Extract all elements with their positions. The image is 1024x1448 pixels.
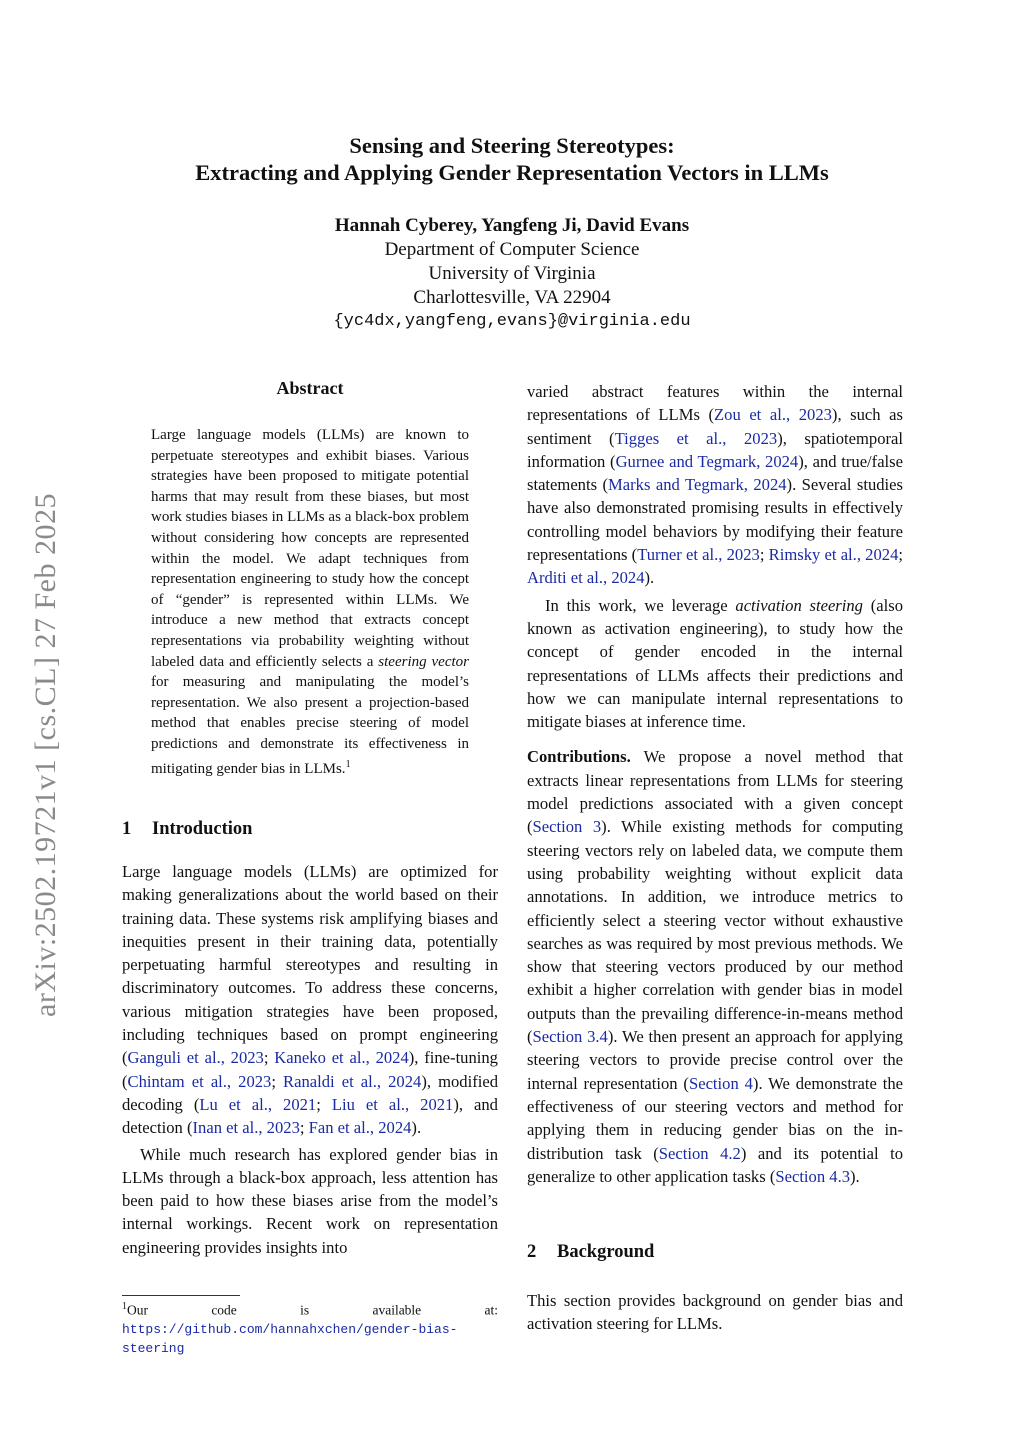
- affiliation-university: University of Virginia: [428, 263, 596, 284]
- citation-marks[interactable]: Marks and Tegmark, 2024: [608, 475, 787, 495]
- footnote-marker[interactable]: 1: [345, 758, 351, 770]
- ref-section-4-2[interactable]: Section 4.2: [658, 1143, 741, 1163]
- citation-rimsky[interactable]: Rimsky et al., 2024: [768, 545, 899, 565]
- ref-section-3[interactable]: Section 3: [532, 817, 602, 837]
- body-text: ). We demonstrate the effectiveness of our steering vectors and method for applying them in reducing gender bias on the in-distribution task (: [527, 1073, 904, 1163]
- intro-body: [122, 860, 498, 1259]
- body-text: In this work, we leverage: [545, 595, 736, 615]
- arxiv-identifier: [6, 460, 86, 1050]
- footnote-number: 1: [122, 1301, 127, 1312]
- title-line-2: Extracting and Applying Gender Representation Vectors in LLMs: [195, 160, 829, 185]
- intro-text: Large language models (LLMs) are optimized for making generalizations about the world based on their training data. These systems risk amplifying biases and inequities present in their training data, potentially perpetuating harmful stereotypes and resulting in discriminatory outcomes. To address these concerns, various mitigation strategies have been proposed, including techniques based on prompt engineering (: [122, 862, 498, 1068]
- citation-kaneko[interactable]: Kaneko et al., 2024: [274, 1048, 409, 1068]
- intro-paragraph-2: While much research has explored gender bias in LLMs through a black-box approach, less attention has been paid to how these biases arise from the model’s internal workings. Recent work on representation engineering provides insights into: [122, 1144, 498, 1257]
- citation-lu[interactable]: Lu et al., 2021: [199, 1094, 317, 1114]
- intro-text: ), modified decoding (: [122, 1071, 498, 1114]
- body-text: ) and its potential to generalize to other application tasks (: [527, 1143, 903, 1186]
- footnote-link[interactable]: https://github.com/hannahxchen/gender-bias-steering: [122, 1321, 458, 1356]
- intro-text: ).: [411, 1118, 422, 1138]
- footnote-rule: [122, 1295, 240, 1296]
- citation-zou[interactable]: Zou et al., 2023: [714, 405, 832, 425]
- section-heading-background: [527, 1242, 654, 1263]
- section-title: Background: [557, 1242, 655, 1262]
- arxiv-id-text: arXiv:2502.19721v1 [cs.CL] 27 Feb 2025: [29, 493, 63, 1017]
- body-text: (also known as activation engineering), to study how the concept of gender encoded in the internal representations of LLMs affects their predictions and how we can manipulate internal representations to mitigate biases at inference time.: [527, 595, 904, 732]
- footnote: [122, 1298, 498, 1358]
- citation-arditi[interactable]: Arditi et al., 2024: [527, 568, 645, 588]
- body-text: ), and true/false statements (: [527, 451, 903, 495]
- footnote-text: Our code is available at:: [127, 1302, 498, 1318]
- abstract-heading: Abstract: [276, 378, 344, 398]
- ref-section-4-3[interactable]: Section 4.3: [775, 1166, 851, 1186]
- abstract-text-a: Large language models (LLMs) are known to perpetuate stereotypes and exhibit biases. Various strategies have been proposed to mitigate potential harms that may result from these biases, but most work studies biases in LLMs as a black-box problem without considering how concepts are represented within the model. We adapt techniques from representation engineering to study how the concept of “gender” is represented within LLMs. We introduce a new method that extracts concept representations via probability weighting without labeled data and efficiently selects a: [151, 427, 469, 670]
- section-number: 2: [527, 1242, 537, 1262]
- paper-title: [0, 132, 1024, 186]
- citation-separator: ;: [898, 545, 903, 565]
- citation-separator: ;: [271, 1071, 284, 1091]
- author-email[interactable]: {yc4dx,yangfeng,evans}@virginia.edu: [333, 312, 691, 331]
- right-paragraph-1: [527, 380, 903, 590]
- citation-separator: ;: [263, 1048, 275, 1068]
- intro-text: ), and detection (: [122, 1094, 498, 1138]
- background-body: [527, 1289, 903, 1336]
- contributions-paragraph: [527, 745, 903, 1188]
- affiliation-city: Charlottesville, VA 22904: [413, 287, 611, 308]
- citation-fan[interactable]: Fan et al., 2024: [308, 1118, 412, 1138]
- contributions-heading: Contributions.: [527, 747, 631, 767]
- title-line-1: Sensing and Steering Stereotypes:: [349, 133, 675, 158]
- author-block: [0, 214, 1024, 334]
- body-text: ), such as sentiment (: [527, 405, 903, 448]
- section-number: 1: [122, 819, 132, 839]
- affiliation-department: Department of Computer Science: [384, 239, 640, 260]
- citation-separator: ;: [299, 1118, 309, 1138]
- ref-section-4[interactable]: Section 4: [688, 1073, 753, 1093]
- citation-ganguli[interactable]: Ganguli et al., 2023: [127, 1048, 264, 1068]
- body-text: ).: [850, 1166, 860, 1186]
- body-text: ), spatiotemporal information (: [527, 428, 904, 471]
- section-heading-introduction: [122, 819, 252, 840]
- citation-chintam[interactable]: Chintam et al., 2023: [127, 1071, 272, 1091]
- section-title: Introduction: [152, 819, 253, 839]
- emphasis-activation-steering: activation steering: [735, 595, 863, 615]
- body-text: ). We then present an approach for applying steering vectors to provide precise control over the internal representation (: [527, 1027, 903, 1093]
- citation-separator: ;: [759, 545, 769, 565]
- author-names: Hannah Cyberey, Yangfeng Ji, David Evans: [334, 215, 690, 236]
- citation-ranaldi[interactable]: Ranaldi et al., 2024: [283, 1071, 422, 1091]
- body-text: varied abstract features within the internal representations of LLMs (: [527, 382, 903, 425]
- abstract-text-b: for measuring and manipulating the model’s representation. We also present a projection-based method that enables precise steering of model predictions and demonstrate its effectiveness in mitigating gender bias in LLMs.: [151, 674, 469, 777]
- background-paragraph-1: This section provides background on gender bias and activation steering for LLMs.: [527, 1291, 903, 1334]
- ref-section-3-4[interactable]: Section 3.4: [532, 1027, 608, 1047]
- right-paragraph-2: [527, 594, 903, 734]
- citation-separator: ;: [316, 1094, 332, 1114]
- citation-gurnee[interactable]: Gurnee and Tegmark, 2024: [615, 451, 799, 471]
- citation-turner[interactable]: Turner et al., 2023: [637, 545, 760, 565]
- abstract-body: [151, 425, 469, 779]
- body-text: ).: [644, 568, 655, 588]
- citation-liu[interactable]: Liu et al., 2021: [331, 1094, 454, 1114]
- abstract-text-emphasis: steering vector: [378, 653, 469, 670]
- citation-tigges[interactable]: Tigges et al., 2023: [614, 428, 778, 448]
- right-column-body: [527, 380, 903, 1188]
- intro-text: ), fine-tuning (: [122, 1048, 498, 1091]
- citation-inan[interactable]: Inan et al., 2023: [192, 1118, 300, 1138]
- body-text: ). Several studies have also demonstrated promising results in effectively controlling model behaviors by modifying their feature representations (: [527, 475, 903, 565]
- body-text: We propose a novel method that extracts linear representations from LLMs for steering model predictions associated with a given concept (: [527, 747, 903, 837]
- body-text: ). While existing methods for computing steering vectors rely on labeled data, we compute them using probability weighting without explicit data annotations. In addition, we introduce metrics to efficiently select a steering vector without exhaustive searches as was required by most previous methods. We show that steering vectors produced by our method exhibit a higher correlation with gender bias in model outputs than the prevailing difference-in-means method (: [527, 817, 904, 1047]
- intro-paragraph-1: [122, 860, 498, 1140]
